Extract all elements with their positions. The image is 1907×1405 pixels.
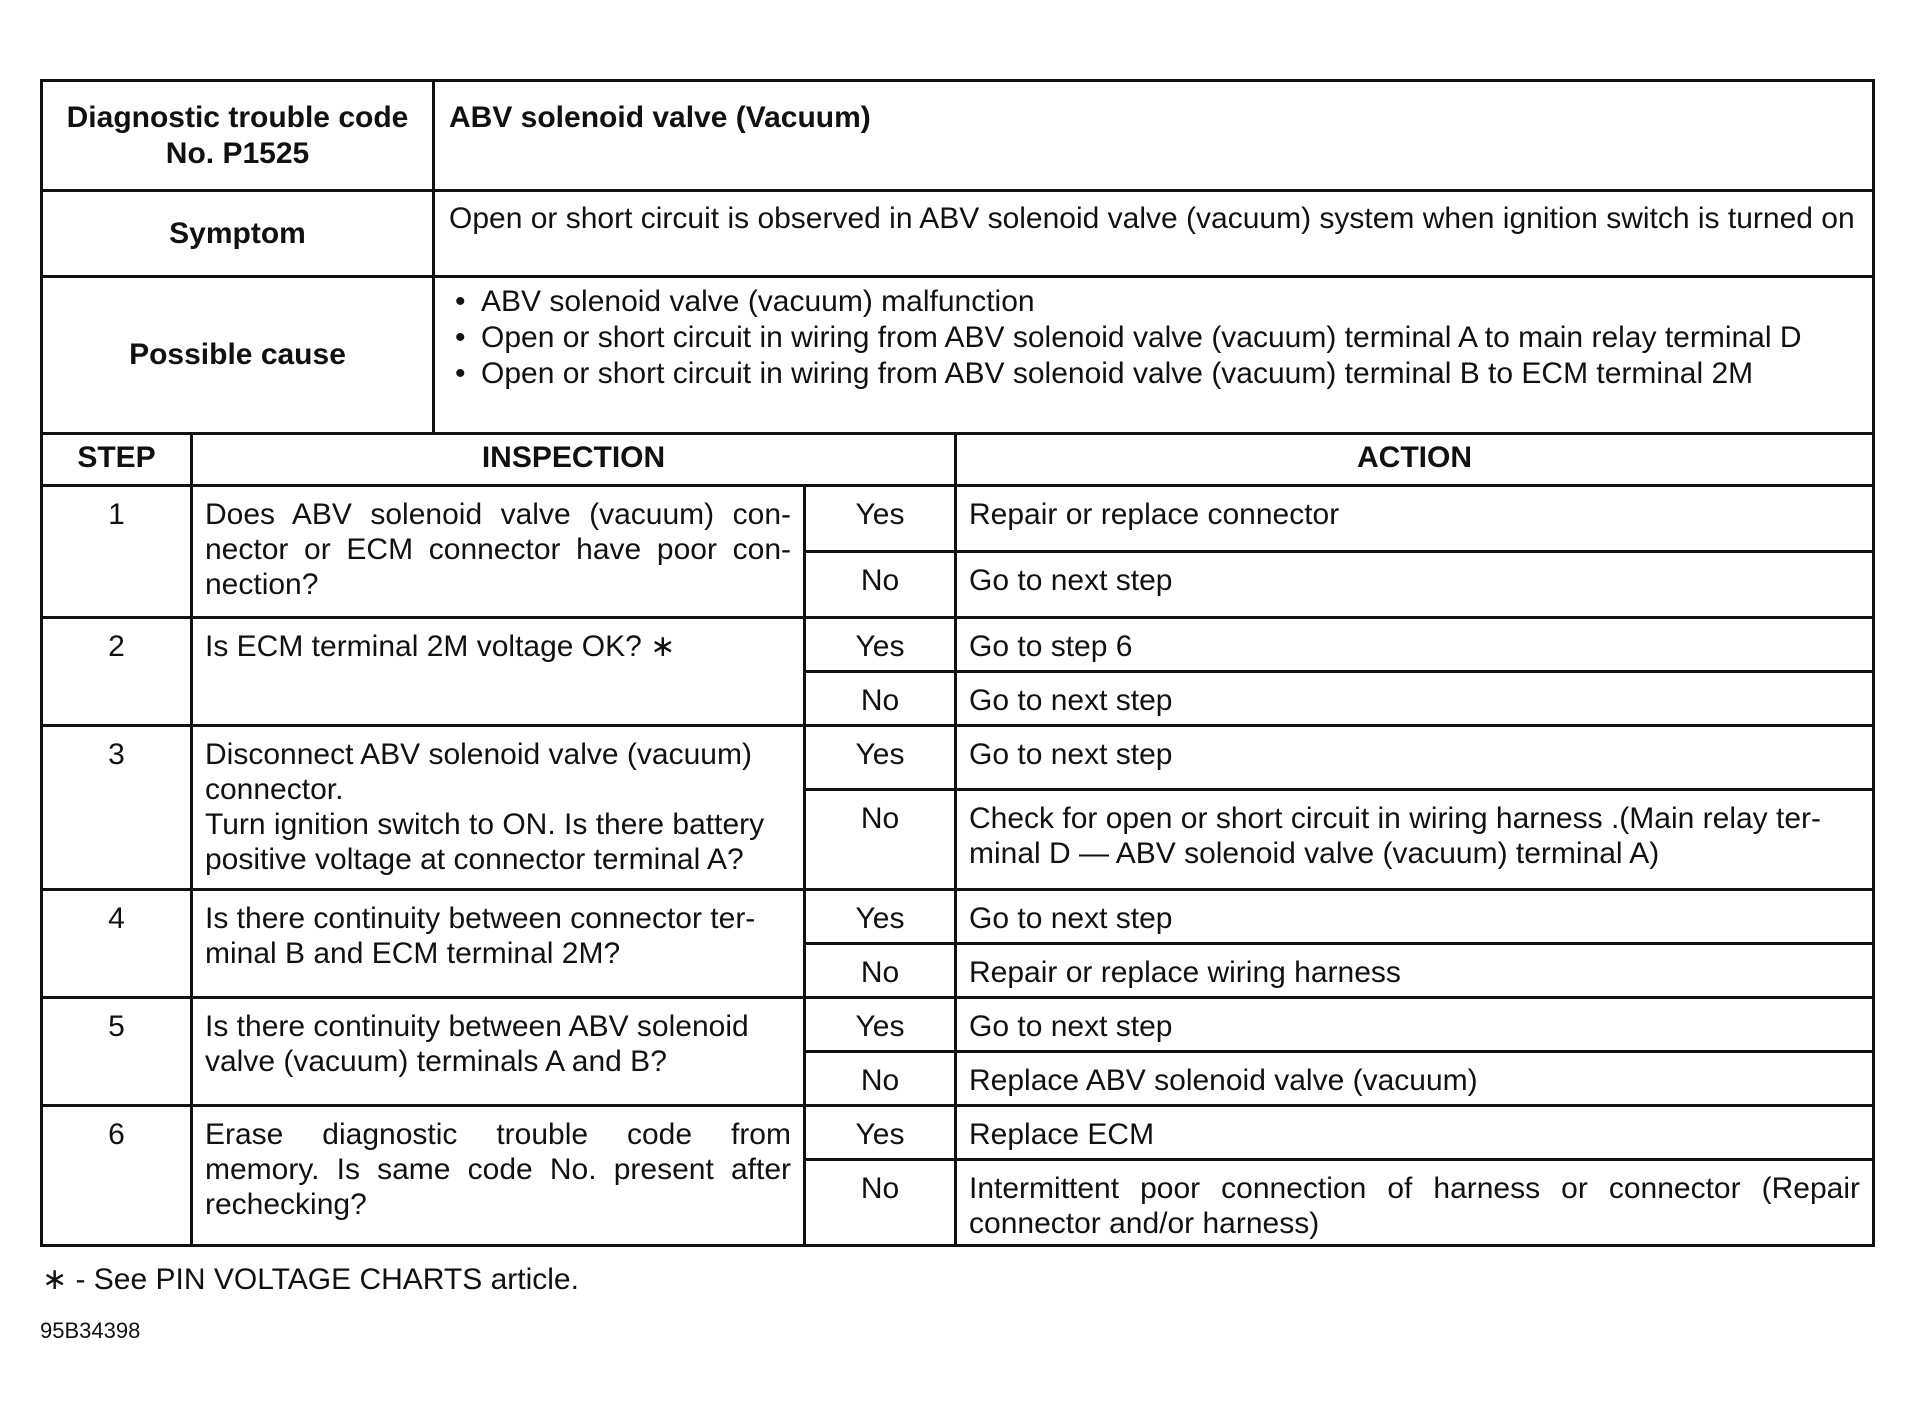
step-number: 3 [42,726,192,890]
possible-cause-label: Possible cause [42,277,434,434]
step-number: 4 [42,890,192,998]
step-number: 6 [42,1106,192,1246]
dtc-code-label: Diagnostic trouble code No. P1525 [42,81,434,191]
yes-label: Yes [805,998,956,1052]
step-number: 1 [42,486,192,618]
no-label: No [805,1052,956,1106]
step-inspection [192,726,805,890]
dtc-title: ABV solenoid valve (Vacuum) [434,81,1874,191]
yes-label: Yes [805,890,956,944]
steps-header-row [42,432,1874,486]
step-inspection-line: Disconnect ABV solenoid valve (vacuum) connector. [205,738,752,806]
cause-item: • Open or short circuit in wiring from ABV solenoid valve (vacuum) terminal A to main relay terminal D [449,320,1858,356]
dtc-header-table [40,79,1875,435]
footnote: ∗ - See PIN VOLTAGE CHARTS article. [42,1263,579,1296]
cause-item: • Open or short circuit in wiring from ABV solenoid valve (vacuum) terminal B to ECM terminal 2M [449,356,1858,392]
yes-action: Go to next step [956,726,1874,790]
possible-cause-list-cell [434,277,1874,434]
no-action: Replace ABV solenoid valve (vacuum) [956,1052,1874,1106]
step-number: 2 [42,618,192,726]
no-label: No [805,552,956,618]
no-action: Go to next step [956,552,1874,618]
table-row [42,1106,1874,1160]
table-row [42,998,1874,1052]
no-action: Check for open or short circuit in wiring harness .(Main relay ter-minal D — ABV solenoid valve (vacuum) terminal A) [956,790,1874,890]
symptom-label: Symptom [42,191,434,277]
no-action: Intermittent poor connection of harness or connector (Repair connector and/or harness) [956,1160,1874,1246]
step-inspection: Is there continuity between ABV solenoid valve (vacuum) terminals A and B? [192,998,805,1106]
step-inspection: Erase diagnostic trouble code from memory. Is same code No. present after rechecking? [192,1106,805,1246]
yes-label: Yes [805,486,956,552]
table-row [42,890,1874,944]
column-step: STEP [42,432,192,486]
column-action: ACTION [956,432,1874,486]
step-number: 5 [42,998,192,1106]
yes-label: Yes [805,726,956,790]
symptom-text: Open or short circuit is observed in ABV solenoid valve (vacuum) system when ignition switch is turned on [434,191,1874,277]
column-inspection: INSPECTION [192,432,956,486]
table-row [42,486,1874,552]
yes-action: Repair or replace connector [956,486,1874,552]
yes-action: Go to next step [956,890,1874,944]
table-row [42,618,1874,672]
yes-label: Yes [805,1106,956,1160]
yes-action: Replace ECM [956,1106,1874,1160]
step-inspection: Is ECM terminal 2M voltage OK? ∗ [192,618,805,726]
step-inspection: Does ABV solenoid valve (vacuum) con-nector or ECM connector have poor con-nection? [192,486,805,618]
no-label: No [805,1160,956,1246]
no-label: No [805,944,956,998]
no-action: Go to next step [956,672,1874,726]
figure-id: 95B34398 [40,1318,141,1343]
steps-table [40,432,1875,1247]
no-label: No [805,672,956,726]
yes-label: Yes [805,618,956,672]
possible-cause-list [449,284,1858,392]
yes-action: Go to next step [956,998,1874,1052]
cause-item: • ABV solenoid valve (vacuum) malfunction [449,284,1858,320]
no-action: Repair or replace wiring harness [956,944,1874,998]
table-row [42,726,1874,790]
no-label: No [805,790,956,890]
step-inspection: Is there continuity between connector ter-minal B and ECM terminal 2M? [192,890,805,998]
yes-action: Go to step 6 [956,618,1874,672]
step-inspection-line: Turn ignition switch to ON. Is there battery positive voltage at connector terminal A? [205,808,765,876]
